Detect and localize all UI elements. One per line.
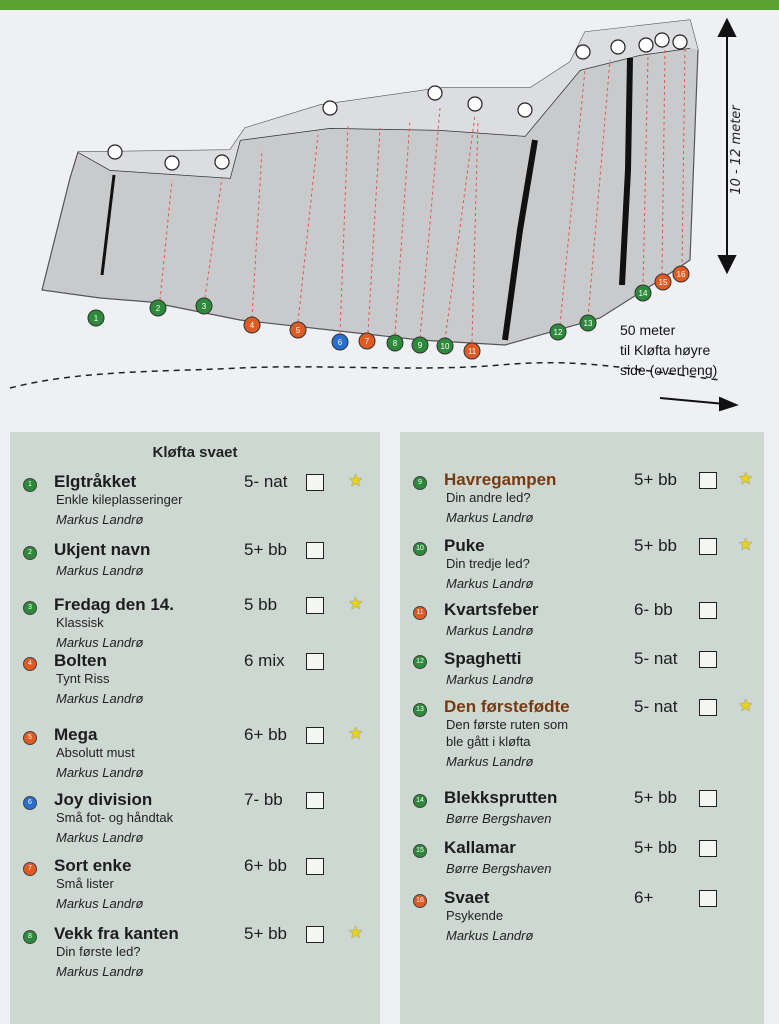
route-marker-12 (550, 324, 566, 340)
route-marker-4 (244, 317, 260, 333)
svg-text:10: 10 (440, 342, 450, 351)
svg-text:6: 6 (337, 338, 343, 347)
route-number-badge: 16 (413, 894, 427, 908)
checkbox-icon[interactable] (306, 727, 324, 744)
checkbox-icon[interactable] (699, 602, 717, 619)
route-name: Kallamar (444, 838, 516, 857)
route-number-badge: 1 (23, 478, 37, 492)
route-grade: 6+ (634, 888, 654, 907)
route-number-badge: 4 (23, 657, 37, 671)
route-number-badge: 9 (413, 476, 427, 490)
route-name: Puke (444, 536, 485, 555)
route-number-badge: 7 (23, 862, 37, 876)
route-number-badge: 15 (413, 844, 427, 858)
svg-text:5: 5 (295, 326, 301, 335)
route-number-badge: 6 (23, 796, 37, 810)
route-grade: 5+ bb (634, 838, 678, 857)
checkbox-icon[interactable] (699, 840, 717, 857)
route-name: Vekk fra kanten (54, 924, 179, 943)
route-marker-13 (580, 315, 596, 331)
star-icon: ★ (348, 724, 364, 743)
route-grade: 5+ bb (244, 924, 288, 943)
route-name: Mega (54, 725, 98, 744)
note-line-2: til Kløfta høyre (620, 342, 711, 358)
star-icon: ★ (738, 535, 754, 554)
route-grade: 5- nat (634, 697, 678, 716)
route-grade: 5- nat (244, 472, 288, 491)
svg-text:11: 11 (467, 347, 477, 356)
route-number-badge: 2 (23, 546, 37, 560)
route-author: Markus Landrø (56, 896, 144, 911)
route-description: Klassisk (56, 615, 104, 630)
checkbox-icon[interactable] (306, 926, 324, 943)
route-grade: 6+ bb (244, 856, 288, 875)
route-description: Din første led? (56, 944, 141, 959)
route-name: Blekksprutten (444, 788, 558, 807)
route-list-right (400, 432, 764, 1024)
route-author: Markus Landrø (446, 510, 534, 525)
route-name: Joy division (54, 790, 153, 809)
route-grade: 5+ bb (244, 540, 288, 559)
route-marker-11 (464, 343, 480, 359)
route-author: Børre Bergshaven (446, 861, 552, 876)
checkbox-icon[interactable] (306, 474, 324, 491)
route-author: Markus Landrø (56, 563, 144, 578)
route-name: Havregampen (444, 470, 557, 489)
route-author: Markus Landrø (446, 672, 534, 687)
route-name: Elgtråkket (54, 472, 137, 491)
route-description: Psykende (446, 908, 504, 923)
checkbox-icon[interactable] (306, 597, 324, 614)
route-author: Markus Landrø (446, 928, 534, 943)
route-number-badge: 3 (23, 601, 37, 615)
route-marker-9 (412, 337, 428, 353)
checkbox-icon[interactable] (699, 651, 717, 668)
route-description: Den første ruten som (446, 717, 569, 732)
svg-text:14: 14 (638, 289, 648, 298)
svg-text:3: 3 (201, 302, 207, 311)
route-author: Markus Landrø (446, 623, 534, 638)
route-grade: 5+ bb (634, 788, 678, 807)
route-marker-14 (635, 285, 651, 301)
checkbox-icon[interactable] (306, 542, 324, 559)
route-author: Markus Landrø (56, 830, 144, 845)
route-description: Din andre led? (446, 490, 531, 505)
route-marker-8 (387, 335, 403, 351)
route-name: Sort enke (54, 856, 132, 875)
route-description: Absolutt must (56, 745, 135, 760)
svg-text:7: 7 (364, 337, 370, 346)
route-marker-3 (196, 298, 212, 314)
note-line-1: 50 meter (620, 322, 676, 338)
svg-text:2: 2 (155, 304, 161, 313)
route-author: Markus Landrø (56, 964, 144, 979)
route-author: Markus Landrø (446, 576, 534, 591)
checkbox-icon[interactable] (699, 699, 717, 716)
route-grade: 5- nat (634, 649, 678, 668)
star-icon: ★ (738, 696, 754, 715)
route-description: Små fot- og håndtak (56, 810, 174, 825)
route-description: Enkle kileplasseringer (56, 492, 183, 507)
checkbox-icon[interactable] (699, 890, 717, 907)
height-label: 10 - 12 meter (729, 105, 744, 195)
route-author: Børre Bergshaven (446, 811, 552, 826)
route-author: Markus Landrø (56, 512, 144, 527)
route-marker-5 (290, 322, 306, 338)
checkbox-icon[interactable] (699, 790, 717, 807)
route-name: Fredag den 14. (54, 595, 174, 614)
route-description: Tynt Riss (56, 671, 110, 686)
route-description: Din tredje led? (446, 556, 530, 571)
route-marker-16 (673, 266, 689, 282)
svg-text:1: 1 (93, 314, 99, 323)
route-list-left (10, 432, 380, 1024)
checkbox-icon[interactable] (306, 653, 324, 670)
checkbox-icon[interactable] (306, 858, 324, 875)
route-name: Kvartsfeber (444, 600, 539, 619)
route-number-badge: 8 (23, 930, 37, 944)
checkbox-icon[interactable] (699, 472, 717, 489)
page-header-strip (0, 0, 779, 10)
route-number-badge: 14 (413, 794, 427, 808)
route-marker-7 (359, 333, 375, 349)
route-author: Markus Landrø (446, 754, 534, 769)
route-author: Markus Landrø (56, 765, 144, 780)
svg-text:8: 8 (392, 339, 398, 348)
route-grade: 5+ bb (634, 470, 678, 489)
route-marker-15 (655, 274, 671, 290)
route-marker-1 (88, 310, 104, 326)
panel-title: Kløfta svaet (152, 444, 238, 461)
route-author: Markus Landrø (56, 691, 144, 706)
svg-text:4: 4 (249, 321, 255, 330)
direction-arrow-icon (660, 398, 736, 410)
route-name: Spaghetti (444, 649, 522, 668)
route-grade: 7- bb (244, 790, 283, 809)
route-name: Den førstefødte (444, 697, 570, 716)
route-name: Bolten (54, 651, 107, 670)
svg-text:12: 12 (553, 328, 563, 337)
route-grade: 5+ bb (634, 536, 678, 555)
route-number-badge: 5 (23, 731, 37, 745)
route-name: Ukjent navn (54, 540, 151, 559)
route-grade: 6+ bb (244, 725, 288, 744)
route-number-badge: 11 (413, 606, 427, 620)
star-icon: ★ (348, 594, 364, 613)
route-name: Svaet (444, 888, 490, 907)
route-author: Markus Landrø (56, 635, 144, 650)
route-description-2: ble gått i kløfta (446, 734, 531, 749)
star-icon: ★ (348, 923, 364, 942)
route-number-badge: 13 (413, 703, 427, 717)
route-number-badge: 12 (413, 655, 427, 669)
route-grade: 6- bb (634, 600, 673, 619)
route-marker-6 (332, 334, 348, 350)
svg-text:15: 15 (658, 278, 668, 287)
route-number-badge: 10 (413, 542, 427, 556)
checkbox-icon[interactable] (306, 792, 324, 809)
route-grade: 6 mix (244, 651, 285, 670)
star-icon: ★ (348, 471, 364, 490)
star-icon: ★ (738, 469, 754, 488)
crag-topo-diagram (0, 10, 779, 420)
svg-text:9: 9 (417, 341, 423, 350)
svg-text:13: 13 (583, 319, 593, 328)
route-marker-2 (150, 300, 166, 316)
note-line-3: side (overheng) (620, 362, 718, 378)
checkbox-icon[interactable] (699, 538, 717, 555)
route-marker-10 (437, 338, 453, 354)
route-grade: 5 bb (244, 595, 278, 614)
route-description: Små lister (56, 876, 114, 891)
ground-line (10, 363, 720, 388)
svg-text:16: 16 (676, 270, 686, 279)
